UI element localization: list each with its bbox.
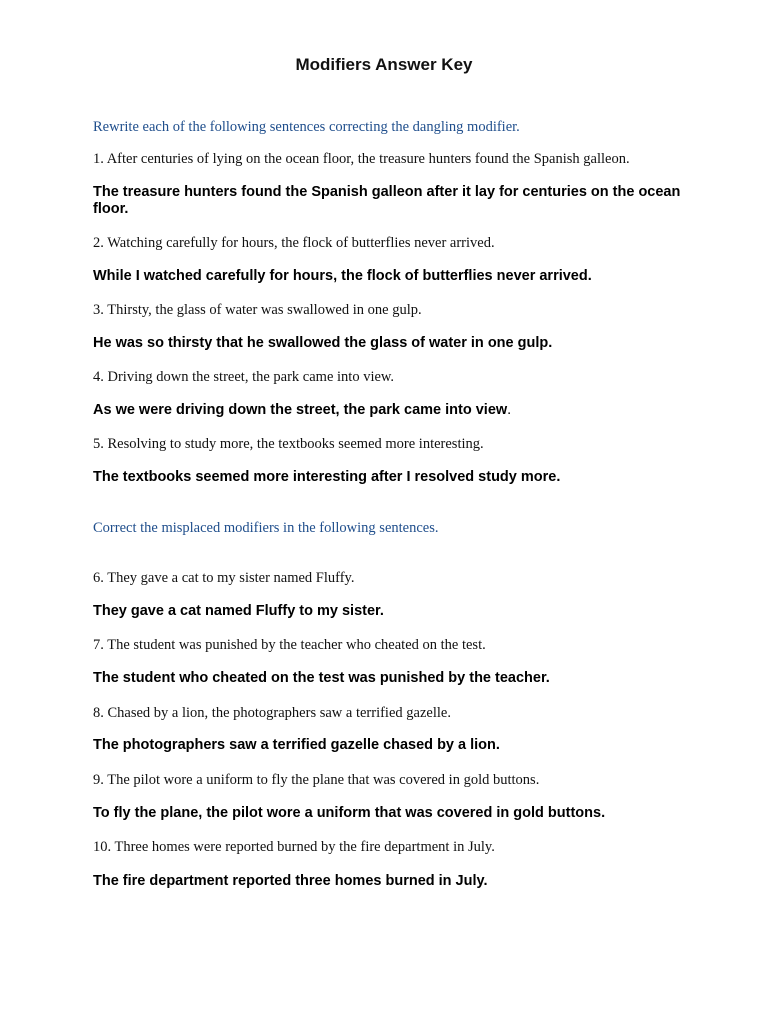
section1-instruction: Rewrite each of the following sentences correcting the dangling modifier. — [93, 119, 520, 135]
answer-3: He was so thirsty that he swallowed the glass of water in one gulp. — [93, 335, 553, 351]
answer-9: To fly the plane, the pilot wore a uniform that was covered in gold buttons. — [93, 805, 606, 821]
question-4: 4. Driving down the street, the park came into view. — [93, 369, 395, 385]
question-6: 6. They gave a cat to my sister named Fluffy. — [93, 570, 355, 586]
answer-6: They gave a cat named Fluffy to my sister. — [93, 603, 384, 619]
answer-10: The fire department reported three homes burned in July. — [93, 873, 488, 889]
question-8: 8. Chased by a lion, the photographers saw a terrified gazelle. — [93, 705, 451, 721]
answer-4-tail: . — [507, 402, 512, 418]
question-10: 10. Three homes were reported burned by the fire department in July. — [93, 839, 495, 855]
answer-4-text: As we were driving down the street, the park came into view — [93, 402, 508, 418]
answer-7: The student who cheated on the test was punished by the teacher. — [93, 670, 550, 686]
page-title: Modifiers Answer Key — [295, 55, 473, 74]
section2-instruction: Correct the misplaced modifiers in the following sentences. — [93, 520, 439, 536]
question-1: 1. After centuries of lying on the ocean floor, the treasure hunters found the Spanish galleon. — [93, 151, 630, 167]
question-5: 5. Resolving to study more, the textbooks seemed more interesting. — [93, 436, 484, 452]
question-2: 2. Watching carefully for hours, the flock of butterflies never arrived. — [93, 235, 495, 251]
answer-1: The treasure hunters found the Spanish galleon after it lay for centuries on the ocean floor. — [93, 184, 681, 217]
question-9: 9. The pilot wore a uniform to fly the plane that was covered in gold buttons. — [93, 772, 540, 788]
question-7: 7. The student was punished by the teacher who cheated on the test. — [93, 637, 486, 653]
answer-5: The textbooks seemed more interesting after I resolved study more. — [93, 469, 561, 485]
answer-8: The photographers saw a terrified gazelle chased by a lion. — [93, 737, 500, 753]
answer-2: While I watched carefully for hours, the flock of butterflies never arrived. — [93, 268, 592, 284]
answer-4 — [93, 402, 693, 419]
question-3: 3. Thirsty, the glass of water was swallowed in one gulp. — [93, 302, 422, 318]
